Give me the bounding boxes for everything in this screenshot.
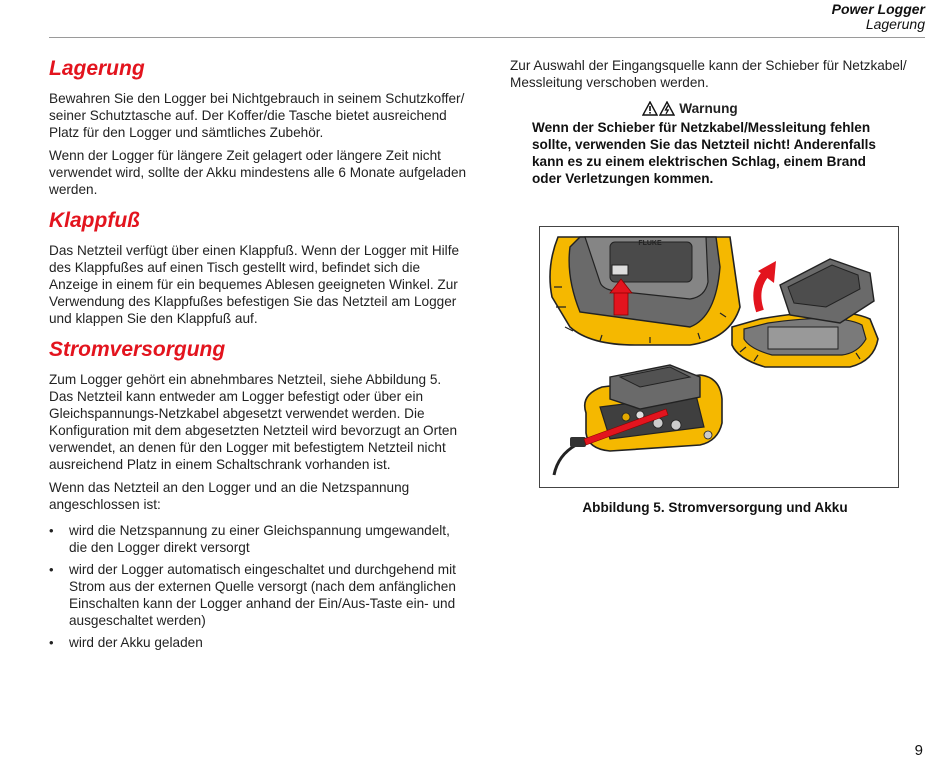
running-header-subtitle: Lagerung <box>865 16 925 32</box>
list-item <box>49 634 469 651</box>
power-cable <box>554 437 586 475</box>
logger-top-right <box>732 259 878 367</box>
lagerung-paragraph-1: Bewahren Sie den Logger bei Nichtgebrauch in seinem Schutzkoffer/ seiner Schutztasche auf. Der Koffer/die Tasche bietet ausreichend Platz für den Logger und sämtliches Zubehör. <box>49 91 465 140</box>
shock-hazard-icon <box>659 101 675 116</box>
bullet-icon: • <box>49 523 54 538</box>
klappfuss-paragraph: Das Netzteil verfügt über einen Klappfuß. Wenn der Logger mit Hilfe des Klappfußes auf einen Tisch gestellt wird, befindet sich die Anzeige in einem für ein bequemes Ablesen geeigneten Winkel. Zur Verwendung des Klappfußes befestigen Sie das Netzteil am Logger und klappen Sie den Klappfuß auf. <box>49 243 460 326</box>
heading-lagerung: Lagerung <box>49 57 145 80</box>
fluke-logo-text: FLUKE <box>638 240 662 247</box>
bullet-icon: • <box>49 562 54 577</box>
list-item-text: wird der Akku geladen <box>69 635 203 650</box>
stromversorgung-paragraph-2: Wenn das Netzteil an den Logger und an die Netzspannung angeschlossen ist: <box>49 480 410 512</box>
list-item <box>49 522 469 556</box>
heading-stromversorgung: Stromversorgung <box>49 338 226 361</box>
bullet-icon: • <box>49 635 54 650</box>
list-item-text: wird die Netzspannung zu einer Gleichspannung umgewandelt, die den Logger direkt versorgt <box>69 523 450 555</box>
page-number: 9 <box>914 742 923 759</box>
right-column <box>510 57 910 187</box>
right-intro-paragraph: Zur Auswahl der Eingangsquelle kann der Schieber für Netzkabel/ Messleitung verschoben werden. <box>510 58 907 90</box>
figure-power-supply-illustration <box>539 226 899 488</box>
warning-heading <box>510 101 910 116</box>
lagerung-paragraph-2: Wenn der Logger für längere Zeit gelagert oder längere Zeit nicht verwendet wird, sollte der Akku mindestens alle 6 Monate aufgeladen werden. <box>49 148 467 197</box>
list-item-text: wird der Logger automatisch eingeschaltet und durchgehend mit Strom aus der externen Quelle versorgt (nach dem anfänglichen Einschalten kann der Logger anhand der Ein/Aus-Taste ein- und ausgeschaltet werden) <box>69 562 456 628</box>
stromversorgung-bullet-list <box>49 522 469 651</box>
logger-top-left <box>550 237 740 345</box>
header-rule <box>49 37 925 38</box>
power-supply-drawing <box>540 227 898 487</box>
figure-caption: Abbildung 5. Stromversorgung und Akku <box>582 500 848 515</box>
curved-arrow-red <box>757 261 776 311</box>
warning-body: Wenn der Schieber für Netzkabel/Messleitung fehlen sollte, verwenden Sie das Netzteil nicht! Anderenfalls kann es zu einem elektrischen Schlag, einem Brand oder Verletzungen kommen. <box>532 120 876 186</box>
caution-triangle-icon <box>642 101 658 116</box>
left-column <box>49 52 469 656</box>
warning-icons <box>642 101 675 116</box>
heading-klappfuss: Klappfuß <box>49 209 140 232</box>
stromversorgung-paragraph-1: Zum Logger gehört ein abnehmbares Netzteil, siehe Abbildung 5. Das Netzteil kann entweder am Logger befestigt oder über ein Gleichspannungs-Netzkabel abgesetzt verwendet werden. Die Konfiguration mit dem abgesetzten Netzteil wird bevorzugt an Orten verwendet, an denen für den Logger mit befestigtem Netzteil nicht ausreichend Platz in einem Schaltschrank vorhanden ist. <box>49 372 458 472</box>
running-header-title: Power Logger <box>831 1 925 17</box>
warning-title: Warnung <box>679 101 738 116</box>
list-item <box>49 561 469 629</box>
